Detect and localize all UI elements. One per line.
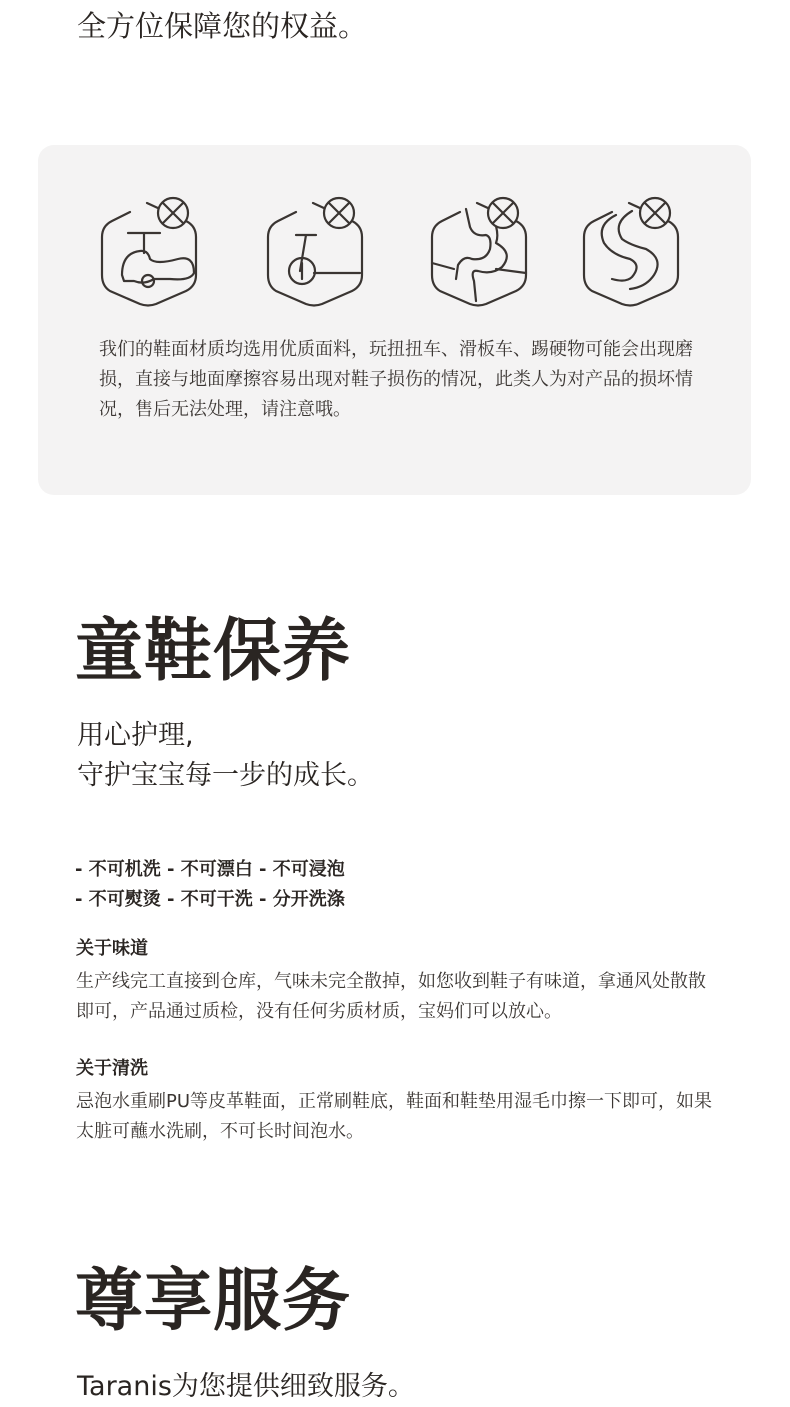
- service-subtitle: Taranis为您提供细致服务。: [77, 1371, 415, 1402]
- care-section-title: 童鞋保养: [75, 612, 352, 691]
- care-subtitle-line1: 用心护理,: [77, 720, 194, 751]
- smell-text: 生产线完工直接到仓库，气味未完全散掉，如您收到鞋子有味道，拿通风处散散即可，产品通过质检，没有任何劣质材质，宝妈们可以放心。: [76, 971, 706, 1022]
- smell-heading: 关于味道: [76, 938, 148, 959]
- washing-text: 忌泡水重刷PU等皮革鞋面，正常刷鞋底，鞋面和鞋垫用湿毛巾擦一下即可，如果太脏可蘸水洗刷，不可长时间泡水。: [76, 1091, 713, 1142]
- washing-heading: 关于清洗: [76, 1058, 148, 1079]
- bicycle-icon: [100, 193, 204, 309]
- warning-card: [38, 145, 751, 495]
- care-rules-line2: - 不可熨烫 - 不可干洗 - 分开洗涤: [75, 889, 345, 910]
- scooter-icon: [266, 193, 370, 309]
- care-rules-line1: - 不可机洗 - 不可漂白 - 不可浸泡: [75, 859, 345, 880]
- warning-text: 我们的鞋面材质均选用优质面料，玩扭扭车、滑板车、踢硬物可能会出现磨损，直接与地面摩擦容易出现对鞋子损伤的情况，此类人为对产品的损坏情况，售后无法处理，请注意哦。: [99, 339, 693, 420]
- rough-road-icon: [582, 193, 686, 309]
- care-rules: [75, 855, 345, 915]
- service-section-title: 尊享服务: [75, 1262, 352, 1341]
- kick-object-icon: [430, 193, 534, 309]
- care-subtitle-line2: 守护宝宝每一步的成长。: [77, 760, 374, 791]
- warning-icon-row: [38, 145, 751, 315]
- intro-text-tail: 全方位保障您的权益。: [77, 9, 368, 43]
